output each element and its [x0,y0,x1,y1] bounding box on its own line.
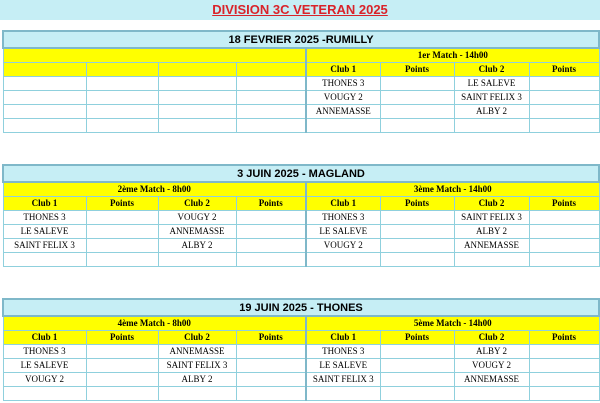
club-1-cell: LE SALEVE [3,358,86,372]
club-1-cell [3,252,86,266]
points-cell[interactable] [529,224,599,238]
club-2-cell: ANNEMASSE [158,344,236,358]
points-cell[interactable] [236,372,306,386]
points-cell[interactable] [529,358,599,372]
points-cell[interactable] [380,76,454,90]
club-2-cell: ALBY 2 [454,344,529,358]
points-cell[interactable] [86,118,158,132]
header-points: Points [236,330,306,344]
round-block-3 [2,298,598,401]
table-row [3,344,599,358]
club-2-cell [454,386,529,400]
club-1-cell: LE SALEVE [3,224,86,238]
club-2-cell [158,118,236,132]
club-1-cell: VOUGY 2 [3,372,86,386]
points-cell[interactable] [236,344,306,358]
header-club-1: Club 1 [306,330,380,344]
club-2-cell: VOUGY 2 [454,358,529,372]
round-table-3 [2,298,600,401]
points-cell[interactable] [86,210,158,224]
points-cell[interactable] [380,344,454,358]
points-cell[interactable] [380,372,454,386]
points-cell[interactable] [236,90,306,104]
table-row [3,90,599,104]
points-cell[interactable] [86,90,158,104]
round-date: 19 JUIN 2025 - THONES [3,299,599,316]
header-points: Points [380,196,454,210]
club-1-cell: THONES 3 [3,344,86,358]
club-2-cell [158,386,236,400]
club-1-cell: LE SALEVE [306,224,380,238]
club-2-cell: ANNEMASSE [454,238,529,252]
club-1-cell [3,104,86,118]
header-points: Points [86,330,158,344]
club-2-cell: ALBY 2 [158,238,236,252]
club-2-cell: LE SALEVE [454,76,529,90]
points-cell[interactable] [529,76,599,90]
header-club-2: Club 2 [158,196,236,210]
points-cell[interactable] [529,386,599,400]
club-1-cell: SAINT FELIX 3 [3,238,86,252]
points-cell[interactable] [380,252,454,266]
header-points [86,62,158,76]
header-club-1 [3,62,86,76]
match-title: 1er Match - 14h00 [306,48,599,62]
points-cell[interactable] [380,386,454,400]
points-cell[interactable] [380,210,454,224]
header-points: Points [380,62,454,76]
points-cell[interactable] [86,386,158,400]
table-row [3,210,599,224]
match-title: 3ème Match - 14h00 [306,182,599,196]
club-1-cell [306,386,380,400]
header-club-2: Club 2 [454,62,529,76]
table-row [3,118,599,132]
points-cell[interactable] [86,358,158,372]
club-1-cell [306,118,380,132]
club-1-cell [3,76,86,90]
club-1-cell: VOUGY 2 [306,90,380,104]
points-cell[interactable] [236,252,306,266]
match-title: 5ème Match - 14h00 [306,316,599,330]
club-2-cell [158,104,236,118]
club-2-cell: ALBY 2 [454,224,529,238]
club-2-cell: SAINT FELIX 3 [454,90,529,104]
club-2-cell: ALBY 2 [158,372,236,386]
header-points: Points [86,196,158,210]
club-1-cell: VOUGY 2 [306,238,380,252]
points-cell[interactable] [86,104,158,118]
points-cell[interactable] [86,238,158,252]
points-cell[interactable] [380,358,454,372]
document-title: DIVISION 3C VETERAN 2025 [212,2,388,17]
points-cell[interactable] [529,238,599,252]
points-cell[interactable] [380,238,454,252]
club-2-cell: ALBY 2 [454,104,529,118]
header-club-1: Club 1 [3,330,86,344]
points-cell[interactable] [236,104,306,118]
club-1-cell: SAINT FELIX 3 [306,372,380,386]
points-cell[interactable] [236,238,306,252]
club-2-cell [454,118,529,132]
table-row [3,358,599,372]
header-club-1: Club 1 [306,196,380,210]
club-2-cell: ANNEMASSE [158,224,236,238]
points-cell[interactable] [86,76,158,90]
header-points: Points [529,62,599,76]
club-1-cell [3,118,86,132]
round-date: 18 FEVRIER 2025 -RUMILLY [3,31,599,48]
header-points [236,62,306,76]
points-cell[interactable] [236,358,306,372]
club-1-cell [306,252,380,266]
club-2-cell [158,90,236,104]
header-club-2: Club 2 [454,330,529,344]
document-title-bar [0,0,600,20]
points-cell[interactable] [529,104,599,118]
points-cell[interactable] [86,224,158,238]
points-cell[interactable] [529,118,599,132]
round-table-2 [2,164,600,267]
club-2-cell: SAINT FELIX 3 [454,210,529,224]
club-1-cell: LE SALEVE [306,358,380,372]
points-cell[interactable] [380,224,454,238]
points-cell[interactable] [86,344,158,358]
points-cell[interactable] [236,224,306,238]
match-title: 2ème Match - 8h00 [3,182,306,196]
round-block-2 [2,164,598,267]
round-date: 3 JUIN 2025 - MAGLAND [3,165,599,182]
points-cell[interactable] [236,210,306,224]
club-2-cell [158,76,236,90]
points-cell[interactable] [236,76,306,90]
header-club-2: Club 2 [158,330,236,344]
table-row [3,104,599,118]
header-points: Points [236,196,306,210]
match-title: 4ème Match - 8h00 [3,316,306,330]
club-2-cell: SAINT FELIX 3 [158,358,236,372]
club-2-cell [158,252,236,266]
club-2-cell: VOUGY 2 [158,210,236,224]
points-cell[interactable] [380,104,454,118]
header-club-1: Club 1 [3,196,86,210]
header-club-1: Club 1 [306,62,380,76]
club-1-cell: THONES 3 [306,344,380,358]
table-row [3,372,599,386]
club-1-cell: THONES 3 [3,210,86,224]
round-table-1 [2,30,600,133]
match-title [3,48,306,62]
round-block-1 [2,30,598,133]
club-1-cell: THONES 3 [306,210,380,224]
table-row [3,252,599,266]
points-cell[interactable] [529,372,599,386]
points-cell[interactable] [380,90,454,104]
header-club-2 [158,62,236,76]
club-1-cell: ANNEMASSE [306,104,380,118]
header-club-2: Club 2 [454,196,529,210]
club-1-cell: THONES 3 [306,76,380,90]
points-cell[interactable] [380,118,454,132]
header-points: Points [529,196,599,210]
points-cell[interactable] [236,386,306,400]
header-points: Points [529,330,599,344]
points-cell[interactable] [529,90,599,104]
club-2-cell: ANNEMASSE [454,372,529,386]
points-cell[interactable] [529,252,599,266]
header-points: Points [380,330,454,344]
points-cell[interactable] [86,372,158,386]
table-row [3,386,599,400]
table-row [3,238,599,252]
points-cell[interactable] [236,118,306,132]
club-2-cell [454,252,529,266]
points-cell[interactable] [529,344,599,358]
table-row [3,224,599,238]
club-1-cell [3,386,86,400]
points-cell[interactable] [86,252,158,266]
club-1-cell [3,90,86,104]
table-row [3,76,599,90]
points-cell[interactable] [529,210,599,224]
